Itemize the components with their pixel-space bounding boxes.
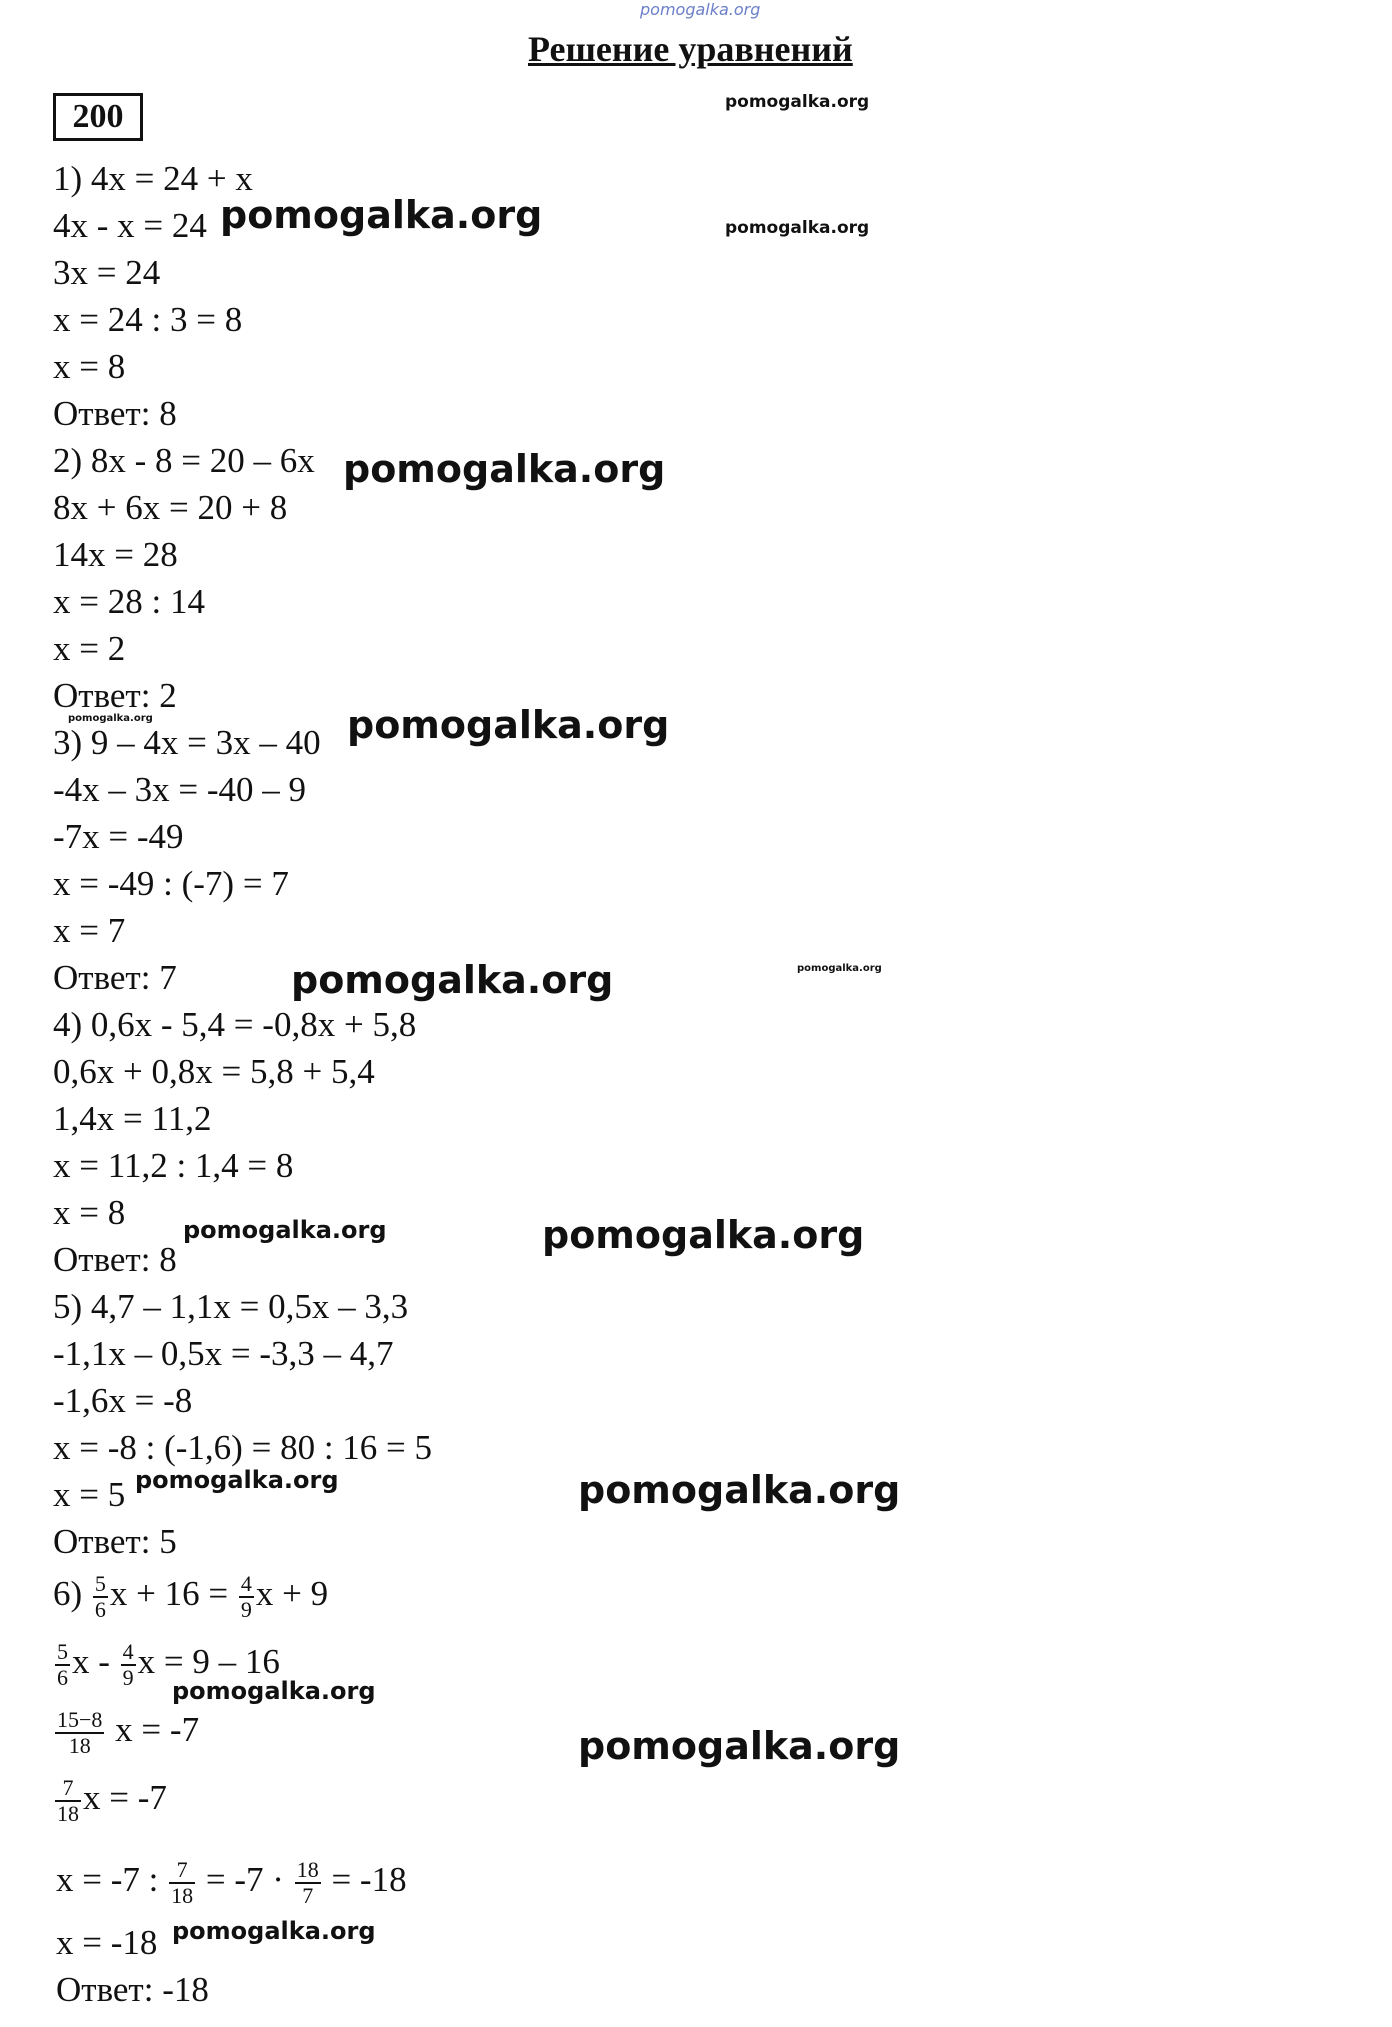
watermark: pomogalka.org <box>578 1724 901 1768</box>
watermark: pomogalka.org <box>172 1677 376 1705</box>
equation-line: -1,6x = -8 <box>53 1381 193 1420</box>
equation-text: = -7 · <box>205 1860 284 1900</box>
equation-line: -4x – 3x = -40 – 9 <box>53 770 307 809</box>
watermark: pomogalka.org <box>797 963 882 974</box>
equation-line <box>53 1708 199 1758</box>
equation-line: 3) 9 – 4x = 3x – 40 <box>53 723 321 762</box>
fraction <box>55 1776 81 1826</box>
fraction <box>55 1640 70 1690</box>
answer-line: Ответ: -18 <box>56 1970 209 2009</box>
fraction-denominator: 9 <box>122 1665 134 1690</box>
answer-line: Ответ: 8 <box>53 394 177 433</box>
equation-line: 3x = 24 <box>53 253 161 292</box>
equation-text: = -18 <box>331 1860 407 1900</box>
fraction <box>169 1858 195 1908</box>
equation-line: 4) 0,6x - 5,4 = -0,8x + 5,8 <box>53 1005 417 1044</box>
fraction-numerator: 5 <box>94 1571 106 1596</box>
equation-prefix: 6) <box>53 1574 83 1614</box>
equation-line: x = 7 <box>53 911 126 950</box>
fraction <box>121 1640 136 1690</box>
equation-line <box>56 1858 407 1908</box>
equation-line: x = 2 <box>53 629 126 668</box>
equation-line: x = -8 : (-1,6) = 80 : 16 = 5 <box>53 1428 433 1467</box>
watermark: pomogalka.org <box>578 1468 901 1512</box>
watermark: pomogalka.org <box>542 1213 865 1257</box>
fraction-numerator: 5 <box>57 1639 68 1664</box>
equation-line: 1,4x = 11,2 <box>53 1099 212 1138</box>
watermark: pomogalka.org <box>725 92 870 112</box>
page-title: Решение уравнений <box>528 29 853 69</box>
equation-text: x = 9 – 16 <box>137 1642 280 1682</box>
fraction-denominator: 18 <box>57 1801 79 1826</box>
answer-line: Ответ: 7 <box>53 958 177 997</box>
fraction-denominator: 6 <box>94 1597 106 1622</box>
watermark: pomogalka.org <box>291 958 614 1002</box>
answer-line: Ответ: 2 <box>53 676 177 715</box>
equation-text: x = -7 <box>83 1778 167 1818</box>
equation-line: 0,6x + 0,8x = 5,8 + 5,4 <box>53 1052 375 1091</box>
fraction-numerator: 18 <box>296 1857 319 1882</box>
fraction-numerator: 7 <box>55 1776 81 1802</box>
top-watermark: pomogalka.org <box>640 0 761 19</box>
fraction-denominator: 9 <box>240 1597 252 1622</box>
equation-line: 2) 8x - 8 = 20 – 6x <box>53 441 315 480</box>
answer-line: Ответ: 5 <box>53 1522 177 1561</box>
fraction-numerator: 4 <box>122 1639 134 1664</box>
fraction <box>93 1572 108 1622</box>
watermark: pomogalka.org <box>347 703 670 747</box>
equation-text: x = -7 : <box>56 1860 159 1900</box>
fraction <box>295 1858 321 1908</box>
fraction-numerator: 4 <box>240 1571 252 1596</box>
equation-line: x = 24 : 3 = 8 <box>53 300 243 339</box>
watermark: pomogalka.org <box>135 1466 339 1494</box>
fraction <box>239 1572 254 1622</box>
fraction-denominator: 18 <box>171 1883 194 1908</box>
fraction-denominator: 6 <box>57 1665 68 1690</box>
watermark: pomogalka.org <box>220 193 543 237</box>
equation-text: x + 16 = <box>109 1574 229 1614</box>
exercise-number-box: 200 <box>53 93 143 141</box>
fraction-denominator: 18 <box>68 1733 91 1758</box>
watermark: pomogalka.org <box>725 218 870 238</box>
equation-line <box>53 1776 167 1826</box>
equation-line: -7x = -49 <box>53 817 184 856</box>
equation-line: x = 5 <box>53 1475 126 1514</box>
watermark: pomogalka.org <box>343 447 666 491</box>
watermark: pomogalka.org <box>183 1216 387 1244</box>
watermark: pomogalka.org <box>172 1917 376 1945</box>
equation-line: x = 11,2 : 1,4 = 8 <box>53 1146 294 1185</box>
equation-line: 14x = 28 <box>53 535 178 574</box>
fraction-numerator: 15−8 <box>57 1707 103 1732</box>
fraction-numerator: 7 <box>169 1858 195 1884</box>
watermark: pomogalka.org <box>68 713 153 724</box>
answer-line: Ответ: 8 <box>53 1240 177 1279</box>
equation-line: x = -18 <box>56 1923 158 1962</box>
equation-line: x = 8 <box>53 1193 126 1232</box>
equation-line: 1) 4x = 24 + x <box>53 159 253 198</box>
equation-text: x - <box>72 1642 110 1682</box>
equation-line: x = 28 : 14 <box>53 582 205 621</box>
fraction-denominator: 7 <box>302 1883 314 1908</box>
equation-line <box>53 1572 328 1622</box>
fraction <box>55 1708 104 1758</box>
equation-line: -1,1x – 0,5x = -3,3 – 4,7 <box>53 1334 394 1373</box>
equation-line: 5) 4,7 – 1,1x = 0,5x – 3,3 <box>53 1287 409 1326</box>
equation-line: x = -49 : (-7) = 7 <box>53 864 289 903</box>
equation-text: x = -7 <box>115 1710 200 1750</box>
equation-text: x + 9 <box>255 1574 329 1614</box>
equation-line: 4x - x = 24 <box>53 206 207 245</box>
equation-line: x = 8 <box>53 347 126 386</box>
equation-line: 8x + 6x = 20 + 8 <box>53 488 288 527</box>
